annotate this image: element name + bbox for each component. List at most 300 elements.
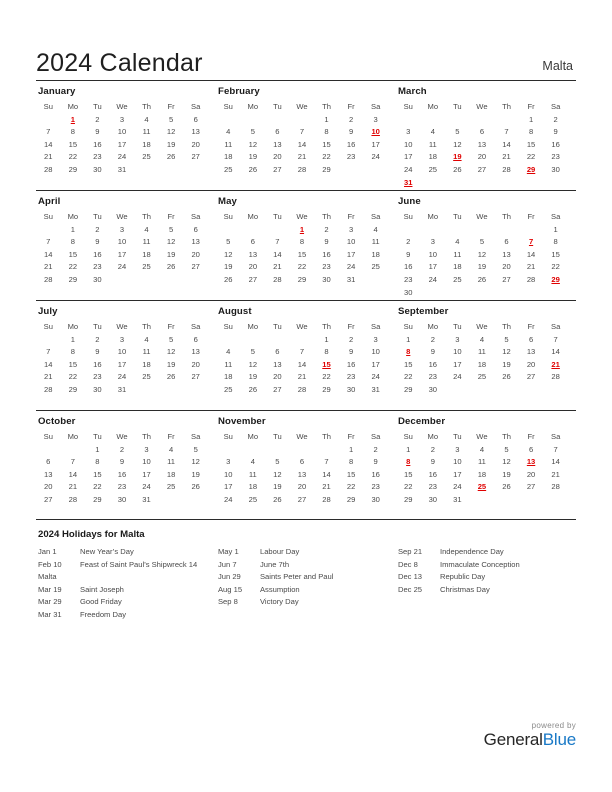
day-cell[interactable]: 5 xyxy=(193,444,198,454)
day-cell[interactable]: 13 xyxy=(248,249,258,259)
day-cell[interactable]: 5 xyxy=(479,237,485,247)
day-cell[interactable]: 26 xyxy=(224,274,233,284)
day-cell[interactable]: 31 xyxy=(117,384,127,394)
day-cell[interactable]: 6 xyxy=(299,457,305,467)
day-cell[interactable]: 5 xyxy=(168,334,174,344)
day-cell[interactable]: 25 xyxy=(224,164,233,174)
day-cell[interactable]: 4 xyxy=(373,224,378,234)
day-cell[interactable]: 13 xyxy=(526,347,536,357)
day-cell[interactable]: 15 xyxy=(93,469,102,479)
day-cell[interactable]: 18 xyxy=(224,372,233,382)
day-cell[interactable]: 27 xyxy=(297,494,307,504)
day-cell[interactable]: 29 xyxy=(322,384,331,394)
day-cell[interactable]: 25 xyxy=(428,164,438,174)
day-cell[interactable]: 7 xyxy=(275,237,280,247)
day-cell[interactable]: 17 xyxy=(404,152,413,162)
day-cell[interactable]: 4 xyxy=(226,347,231,357)
day-cell[interactable]: 27 xyxy=(191,372,200,382)
day-cell[interactable]: 22 xyxy=(404,372,413,382)
day-cell[interactable]: 16 xyxy=(428,359,438,369)
day-cell[interactable]: 1 xyxy=(95,444,100,454)
day-cell[interactable]: 7 xyxy=(46,237,51,247)
day-cell[interactable]: 26 xyxy=(248,384,258,394)
day-cell[interactable]: 31 xyxy=(117,164,127,174)
day-cell[interactable]: 27 xyxy=(477,164,487,174)
day-cell[interactable]: 24 xyxy=(404,164,413,174)
day-cell[interactable]: 7 xyxy=(553,334,558,344)
day-cell[interactable]: 25 xyxy=(142,372,151,382)
day-cell[interactable]: 21 xyxy=(526,262,536,272)
day-cell[interactable]: 18 xyxy=(428,152,438,162)
day-cell[interactable]: 29 xyxy=(322,164,331,174)
day-cell[interactable]: 30 xyxy=(371,494,380,504)
day-cell[interactable]: 2 xyxy=(430,334,435,344)
day-cell[interactable]: 7 xyxy=(46,127,51,137)
day-cell[interactable]: 6 xyxy=(528,444,534,454)
day-cell[interactable]: 23 xyxy=(551,152,560,162)
day-cell[interactable]: 7 xyxy=(70,457,75,467)
day-cell[interactable]: 16 xyxy=(93,359,102,369)
day-cell[interactable]: 19 xyxy=(248,372,258,382)
day-cell[interactable]: 25 xyxy=(248,494,258,504)
day-cell-holiday[interactable]: 21 xyxy=(551,359,560,369)
day-cell[interactable]: 19 xyxy=(502,359,511,369)
day-cell-holiday[interactable]: 25 xyxy=(477,482,487,492)
day-cell[interactable]: 8 xyxy=(70,127,75,137)
day-cell[interactable]: 5 xyxy=(226,237,231,247)
day-cell[interactable]: 23 xyxy=(404,274,413,284)
day-cell[interactable]: 8 xyxy=(324,347,329,357)
day-cell[interactable]: 19 xyxy=(191,469,200,479)
day-cell[interactable]: 19 xyxy=(248,152,258,162)
day-cell[interactable]: 30 xyxy=(93,164,102,174)
day-cell[interactable]: 31 xyxy=(453,494,462,504)
day-cell[interactable]: 3 xyxy=(226,457,231,467)
day-cell[interactable]: 4 xyxy=(430,127,435,137)
day-cell[interactable]: 20 xyxy=(297,482,307,492)
day-cell[interactable]: 2 xyxy=(406,237,411,247)
day-cell-holiday[interactable]: 7 xyxy=(528,237,534,247)
day-cell[interactable]: 4 xyxy=(144,224,149,234)
day-cell[interactable]: 1 xyxy=(324,334,329,344)
day-cell[interactable]: 3 xyxy=(119,114,125,124)
day-cell[interactable]: 12 xyxy=(224,249,233,259)
day-cell[interactable]: 24 xyxy=(142,482,151,492)
day-cell[interactable]: 22 xyxy=(404,482,413,492)
day-cell[interactable]: 18 xyxy=(142,139,151,149)
day-cell[interactable]: 27 xyxy=(191,152,200,162)
day-cell[interactable]: 27 xyxy=(526,482,536,492)
day-cell[interactable]: 11 xyxy=(371,237,380,247)
day-cell[interactable]: 1 xyxy=(70,224,75,234)
day-cell[interactable]: 23 xyxy=(93,152,102,162)
day-cell[interactable]: 22 xyxy=(68,262,78,272)
day-cell[interactable]: 12 xyxy=(166,347,176,357)
day-cell[interactable]: 26 xyxy=(191,482,200,492)
day-cell[interactable]: 18 xyxy=(166,469,176,479)
day-cell[interactable]: 9 xyxy=(348,347,354,357)
day-cell[interactable]: 5 xyxy=(275,457,280,467)
day-cell[interactable]: 12 xyxy=(502,347,511,357)
day-cell[interactable]: 17 xyxy=(453,359,462,369)
day-cell[interactable]: 22 xyxy=(526,152,536,162)
day-cell[interactable]: 15 xyxy=(551,249,560,259)
day-cell[interactable]: 25 xyxy=(224,384,233,394)
day-cell[interactable]: 17 xyxy=(117,359,127,369)
day-cell[interactable]: 10 xyxy=(142,457,151,467)
day-cell[interactable]: 10 xyxy=(453,457,462,467)
day-cell[interactable]: 7 xyxy=(299,347,305,357)
day-cell[interactable]: 28 xyxy=(551,372,560,382)
day-cell[interactable]: 23 xyxy=(371,482,380,492)
day-cell[interactable]: 4 xyxy=(226,127,231,137)
day-cell[interactable]: 18 xyxy=(371,249,380,259)
day-cell[interactable]: 24 xyxy=(117,262,127,272)
day-cell[interactable]: 28 xyxy=(551,482,560,492)
day-cell[interactable]: 20 xyxy=(191,249,200,259)
day-cell[interactable]: 18 xyxy=(224,152,233,162)
day-cell[interactable]: 28 xyxy=(68,494,78,504)
day-cell[interactable]: 30 xyxy=(551,164,560,174)
day-cell[interactable]: 24 xyxy=(371,152,380,162)
day-cell[interactable]: 12 xyxy=(453,139,462,149)
day-cell[interactable]: 31 xyxy=(142,494,151,504)
day-cell[interactable]: 22 xyxy=(297,262,307,272)
day-cell[interactable]: 5 xyxy=(250,127,255,137)
day-cell[interactable]: 6 xyxy=(275,127,280,137)
day-cell[interactable]: 17 xyxy=(117,249,127,259)
day-cell[interactable]: 24 xyxy=(224,494,233,504)
day-cell[interactable]: 24 xyxy=(371,372,380,382)
day-cell[interactable]: 15 xyxy=(297,249,307,259)
day-cell[interactable]: 10 xyxy=(117,127,127,137)
day-cell[interactable]: 21 xyxy=(68,482,78,492)
day-cell[interactable]: 28 xyxy=(44,384,53,394)
day-cell[interactable]: 27 xyxy=(273,384,282,394)
day-cell-holiday[interactable]: 8 xyxy=(406,457,411,467)
day-cell[interactable]: 12 xyxy=(166,237,176,247)
day-cell[interactable]: 16 xyxy=(404,262,413,272)
day-cell[interactable]: 25 xyxy=(371,262,380,272)
day-cell[interactable]: 22 xyxy=(346,482,356,492)
day-cell[interactable]: 6 xyxy=(250,237,255,247)
day-cell[interactable]: 5 xyxy=(504,444,509,454)
day-cell[interactable]: 11 xyxy=(142,237,151,247)
day-cell[interactable]: 12 xyxy=(166,127,176,137)
day-cell[interactable]: 22 xyxy=(68,372,78,382)
day-cell[interactable]: 22 xyxy=(322,372,331,382)
day-cell[interactable]: 9 xyxy=(553,127,558,137)
day-cell[interactable]: 30 xyxy=(93,274,102,284)
day-cell[interactable]: 20 xyxy=(44,482,53,492)
day-cell[interactable]: 4 xyxy=(168,444,174,454)
day-cell[interactable]: 26 xyxy=(502,482,511,492)
day-cell[interactable]: 24 xyxy=(453,482,462,492)
day-cell[interactable]: 25 xyxy=(142,262,151,272)
day-cell[interactable]: 31 xyxy=(346,274,356,284)
day-cell[interactable]: 20 xyxy=(477,152,487,162)
day-cell[interactable]: 25 xyxy=(142,152,151,162)
day-cell[interactable]: 30 xyxy=(346,384,356,394)
day-cell[interactable]: 3 xyxy=(119,334,125,344)
day-cell[interactable]: 16 xyxy=(93,139,102,149)
day-cell[interactable]: 2 xyxy=(95,224,100,234)
day-cell[interactable]: 28 xyxy=(502,164,511,174)
day-cell[interactable]: 4 xyxy=(144,114,149,124)
day-cell[interactable]: 3 xyxy=(430,237,435,247)
day-cell[interactable]: 3 xyxy=(144,444,149,454)
day-cell[interactable]: 9 xyxy=(430,347,435,357)
day-cell[interactable]: 20 xyxy=(191,359,200,369)
day-cell[interactable]: 26 xyxy=(166,262,176,272)
day-cell[interactable]: 30 xyxy=(404,287,413,297)
day-cell[interactable]: 2 xyxy=(430,444,435,454)
day-cell[interactable]: 10 xyxy=(117,237,127,247)
day-cell[interactable]: 1 xyxy=(528,114,534,124)
day-cell[interactable]: 13 xyxy=(273,139,282,149)
day-cell[interactable]: 27 xyxy=(502,274,511,284)
day-cell[interactable]: 17 xyxy=(346,249,356,259)
day-cell[interactable]: 21 xyxy=(297,152,307,162)
day-cell[interactable]: 14 xyxy=(551,347,560,357)
day-cell[interactable]: 14 xyxy=(44,359,53,369)
day-cell[interactable]: 28 xyxy=(297,164,307,174)
day-cell[interactable]: 29 xyxy=(404,494,413,504)
day-cell[interactable]: 3 xyxy=(348,224,354,234)
day-cell[interactable]: 27 xyxy=(526,372,536,382)
day-cell[interactable]: 15 xyxy=(404,359,413,369)
day-cell[interactable]: 14 xyxy=(297,139,307,149)
day-cell[interactable]: 15 xyxy=(346,469,356,479)
day-cell[interactable]: 9 xyxy=(430,457,435,467)
day-cell[interactable]: 30 xyxy=(322,274,331,284)
day-cell[interactable]: 28 xyxy=(526,274,536,284)
day-cell[interactable]: 4 xyxy=(455,237,460,247)
day-cell[interactable]: 10 xyxy=(428,249,438,259)
day-cell[interactable]: 23 xyxy=(117,482,127,492)
day-cell[interactable]: 4 xyxy=(479,334,485,344)
day-cell[interactable]: 8 xyxy=(299,237,305,247)
day-cell[interactable]: 27 xyxy=(248,274,258,284)
day-cell[interactable]: 8 xyxy=(70,347,75,357)
day-cell[interactable]: 7 xyxy=(299,127,305,137)
day-cell[interactable]: 14 xyxy=(44,139,53,149)
day-cell[interactable]: 8 xyxy=(95,457,100,467)
day-cell[interactable]: 26 xyxy=(502,372,511,382)
day-cell[interactable]: 21 xyxy=(44,152,53,162)
day-cell[interactable]: 16 xyxy=(371,469,380,479)
day-cell[interactable]: 13 xyxy=(44,469,53,479)
day-cell[interactable]: 14 xyxy=(526,249,536,259)
day-cell[interactable]: 21 xyxy=(44,262,53,272)
day-cell[interactable]: 21 xyxy=(273,262,282,272)
day-cell[interactable]: 20 xyxy=(191,139,200,149)
day-cell[interactable]: 6 xyxy=(504,237,509,247)
day-cell[interactable]: 13 xyxy=(191,237,200,247)
day-cell[interactable]: 16 xyxy=(117,469,127,479)
day-cell[interactable]: 5 xyxy=(168,224,174,234)
day-cell[interactable]: 26 xyxy=(166,152,176,162)
day-cell[interactable]: 12 xyxy=(191,457,200,467)
day-cell[interactable]: 8 xyxy=(324,127,329,137)
day-cell[interactable]: 24 xyxy=(428,274,438,284)
day-cell[interactable]: 11 xyxy=(224,359,233,369)
day-cell[interactable]: 22 xyxy=(93,482,102,492)
day-cell[interactable]: 1 xyxy=(348,444,354,454)
day-cell[interactable]: 13 xyxy=(191,347,200,357)
day-cell[interactable]: 11 xyxy=(142,347,151,357)
day-cell[interactable]: 27 xyxy=(44,494,53,504)
day-cell[interactable]: 29 xyxy=(68,274,78,284)
day-cell[interactable]: 18 xyxy=(477,359,487,369)
day-cell[interactable]: 17 xyxy=(224,482,233,492)
day-cell[interactable]: 1 xyxy=(406,444,411,454)
day-cell[interactable]: 4 xyxy=(479,444,485,454)
day-cell[interactable]: 26 xyxy=(477,274,487,284)
day-cell[interactable]: 27 xyxy=(191,262,200,272)
day-cell-holiday[interactable]: 8 xyxy=(406,347,411,357)
day-cell[interactable]: 12 xyxy=(477,249,487,259)
day-cell[interactable]: 24 xyxy=(117,152,127,162)
day-cell[interactable]: 20 xyxy=(526,359,536,369)
day-cell[interactable]: 24 xyxy=(453,372,462,382)
day-cell[interactable]: 21 xyxy=(297,372,307,382)
day-cell[interactable]: 19 xyxy=(166,139,176,149)
day-cell[interactable]: 23 xyxy=(346,152,356,162)
day-cell[interactable]: 2 xyxy=(119,444,125,454)
day-cell[interactable]: 19 xyxy=(166,359,176,369)
day-cell[interactable]: 3 xyxy=(455,334,460,344)
day-cell[interactable]: 2 xyxy=(373,444,378,454)
day-cell[interactable]: 14 xyxy=(273,249,282,259)
day-cell[interactable]: 8 xyxy=(348,457,354,467)
day-cell[interactable]: 26 xyxy=(166,372,176,382)
day-cell[interactable]: 28 xyxy=(322,494,331,504)
day-cell[interactable]: 21 xyxy=(44,372,53,382)
day-cell[interactable]: 8 xyxy=(528,127,534,137)
day-cell[interactable]: 9 xyxy=(373,457,378,467)
day-cell[interactable]: 19 xyxy=(477,262,487,272)
day-cell[interactable]: 9 xyxy=(119,457,125,467)
day-cell[interactable]: 23 xyxy=(346,372,356,382)
day-cell[interactable]: 6 xyxy=(528,334,534,344)
day-cell-holiday[interactable]: 1 xyxy=(70,114,75,124)
day-cell[interactable]: 10 xyxy=(371,347,380,357)
day-cell[interactable]: 19 xyxy=(502,469,511,479)
day-cell-holiday[interactable]: 13 xyxy=(526,457,536,467)
day-cell[interactable]: 15 xyxy=(404,469,413,479)
day-cell[interactable]: 26 xyxy=(248,164,258,174)
day-cell[interactable]: 11 xyxy=(248,469,257,479)
day-cell[interactable]: 5 xyxy=(504,334,509,344)
day-cell[interactable]: 31 xyxy=(371,384,380,394)
day-cell[interactable]: 1 xyxy=(324,114,329,124)
day-cell[interactable]: 9 xyxy=(406,249,411,259)
day-cell[interactable]: 17 xyxy=(117,139,127,149)
day-cell[interactable]: 4 xyxy=(144,334,149,344)
day-cell[interactable]: 4 xyxy=(250,457,255,467)
day-cell[interactable]: 21 xyxy=(551,469,560,479)
day-cell[interactable]: 17 xyxy=(428,262,438,272)
day-cell[interactable]: 11 xyxy=(477,457,486,467)
day-cell[interactable]: 10 xyxy=(224,469,233,479)
day-cell[interactable]: 7 xyxy=(324,457,329,467)
day-cell[interactable]: 29 xyxy=(68,384,78,394)
day-cell[interactable]: 9 xyxy=(348,127,354,137)
day-cell[interactable]: 18 xyxy=(248,482,258,492)
day-cell[interactable]: 3 xyxy=(455,444,460,454)
day-cell[interactable]: 15 xyxy=(68,249,78,259)
day-cell[interactable]: 18 xyxy=(142,249,151,259)
day-cell[interactable]: 9 xyxy=(95,127,100,137)
day-cell[interactable]: 16 xyxy=(322,249,331,259)
day-cell[interactable]: 23 xyxy=(93,372,102,382)
day-cell[interactable]: 1 xyxy=(553,224,558,234)
day-cell[interactable]: 26 xyxy=(453,164,462,174)
day-cell[interactable]: 14 xyxy=(502,139,511,149)
day-cell[interactable]: 10 xyxy=(453,347,462,357)
day-cell[interactable]: 7 xyxy=(46,347,51,357)
day-cell[interactable]: 16 xyxy=(346,139,356,149)
day-cell[interactable]: 15 xyxy=(68,139,78,149)
day-cell[interactable]: 8 xyxy=(70,237,75,247)
day-cell-holiday[interactable]: 29 xyxy=(551,274,560,284)
day-cell[interactable]: 20 xyxy=(273,152,282,162)
day-cell[interactable]: 27 xyxy=(273,164,282,174)
day-cell-holiday[interactable]: 10 xyxy=(371,127,380,137)
day-cell[interactable]: 23 xyxy=(428,372,438,382)
day-cell[interactable]: 25 xyxy=(477,372,487,382)
day-cell[interactable]: 17 xyxy=(371,359,380,369)
day-cell[interactable]: 28 xyxy=(44,274,53,284)
day-cell[interactable]: 25 xyxy=(453,274,462,284)
day-cell[interactable]: 14 xyxy=(322,469,331,479)
day-cell[interactable]: 13 xyxy=(502,249,511,259)
day-cell-holiday[interactable]: 15 xyxy=(322,359,331,369)
day-cell[interactable]: 28 xyxy=(44,164,53,174)
day-cell[interactable]: 3 xyxy=(373,334,378,344)
day-cell[interactable]: 29 xyxy=(346,494,356,504)
day-cell[interactable]: 29 xyxy=(404,384,413,394)
day-cell[interactable]: 11 xyxy=(453,249,462,259)
day-cell[interactable]: 26 xyxy=(273,494,282,504)
day-cell[interactable]: 19 xyxy=(273,482,282,492)
day-cell[interactable]: 28 xyxy=(297,384,307,394)
day-cell[interactable]: 22 xyxy=(322,152,331,162)
day-cell[interactable]: 16 xyxy=(346,359,356,369)
day-cell[interactable]: 9 xyxy=(324,237,329,247)
day-cell[interactable]: 22 xyxy=(551,262,560,272)
day-cell[interactable]: 8 xyxy=(553,237,558,247)
day-cell[interactable]: 13 xyxy=(191,127,200,137)
day-cell[interactable]: 20 xyxy=(502,262,511,272)
day-cell[interactable]: 3 xyxy=(119,224,125,234)
day-cell[interactable]: 29 xyxy=(297,274,307,284)
day-cell[interactable]: 12 xyxy=(273,469,282,479)
day-cell[interactable]: 5 xyxy=(250,347,255,357)
day-cell[interactable]: 20 xyxy=(248,262,258,272)
day-cell[interactable]: 17 xyxy=(453,469,462,479)
day-cell[interactable]: 1 xyxy=(70,334,75,344)
day-cell[interactable]: 18 xyxy=(142,359,151,369)
day-cell[interactable]: 6 xyxy=(193,114,198,124)
day-cell[interactable]: 11 xyxy=(224,139,233,149)
day-cell[interactable]: 20 xyxy=(526,469,536,479)
day-cell[interactable]: 15 xyxy=(68,359,78,369)
day-cell[interactable]: 21 xyxy=(322,482,331,492)
day-cell[interactable]: 17 xyxy=(371,139,380,149)
day-cell[interactable]: 17 xyxy=(142,469,151,479)
